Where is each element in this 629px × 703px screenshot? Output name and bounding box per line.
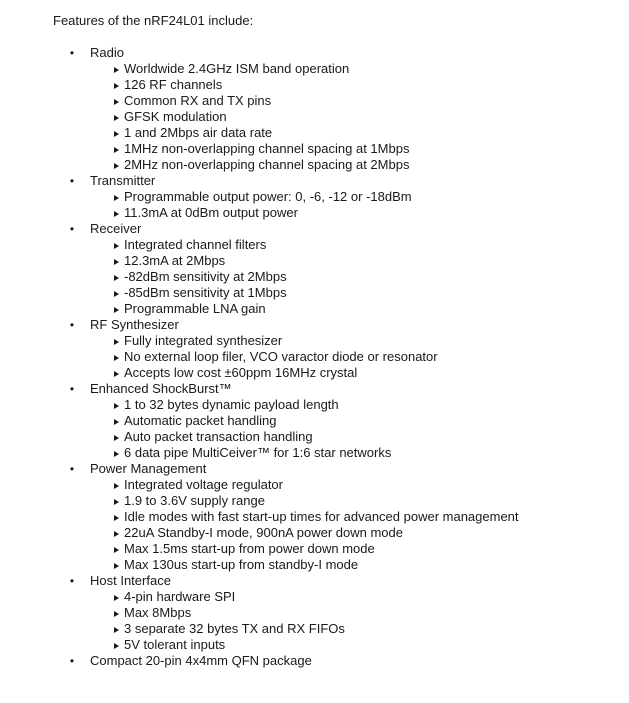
arrow-bullet-icon: [114, 403, 119, 409]
feature-item: [0, 205, 629, 221]
arrow-bullet-icon: [114, 531, 119, 537]
feature-item: [0, 141, 629, 157]
bullet-icon: •: [69, 46, 75, 60]
feature-group-label: Radio: [90, 45, 124, 60]
feature-item-label: 3 separate 32 bytes TX and RX FIFOs: [124, 621, 345, 636]
feature-group: [0, 45, 629, 61]
feature-item-label: Accepts low cost ±60ppm 16MHz crystal: [124, 365, 358, 380]
arrow-bullet-icon: [114, 451, 119, 457]
feature-item-label: No external loop filer, VCO varactor diode or resonator: [124, 349, 438, 364]
arrow-bullet-icon: [114, 291, 119, 297]
feature-item: [0, 429, 629, 445]
feature-item: [0, 525, 629, 541]
arrow-bullet-icon: [114, 275, 119, 281]
feature-item-label: 11.3mA at 0dBm output power: [124, 205, 298, 220]
feature-item-label: 5V tolerant inputs: [124, 637, 226, 652]
feature-item: [0, 61, 629, 77]
arrow-bullet-icon: [114, 355, 119, 361]
bullet-icon: •: [69, 574, 75, 588]
feature-item: [0, 285, 629, 301]
feature-item-label: Fully integrated synthesizer: [124, 333, 283, 348]
arrow-bullet-icon: [114, 515, 119, 521]
feature-item-label: 1.9 to 3.6V supply range: [124, 493, 265, 508]
arrow-bullet-icon: [114, 435, 119, 441]
feature-item-label: Auto packet transaction handling: [124, 429, 313, 444]
arrow-bullet-icon: [114, 547, 119, 553]
bullet-icon: •: [69, 462, 75, 476]
arrow-bullet-icon: [114, 499, 119, 505]
feature-item-label: Common RX and TX pins: [124, 93, 272, 108]
feature-item: [0, 589, 629, 605]
arrow-bullet-icon: [114, 67, 119, 73]
feature-item: [0, 557, 629, 573]
arrow-bullet-icon: [114, 595, 119, 601]
arrow-bullet-icon: [114, 611, 119, 617]
feature-group-label: Transmitter: [90, 173, 156, 188]
feature-item-label: Programmable LNA gain: [124, 301, 266, 316]
feature-item-label: 2MHz non-overlapping channel spacing at 2Mbps: [124, 157, 410, 172]
arrow-bullet-icon: [114, 419, 119, 425]
feature-group-label: Power Management: [90, 461, 207, 476]
arrow-bullet-icon: [114, 211, 119, 217]
feature-item-label: Max 1.5ms start-up from power down mode: [124, 541, 375, 556]
bullet-icon: •: [69, 222, 75, 236]
arrow-bullet-icon: [114, 259, 119, 265]
feature-item-label: Max 8Mbps: [124, 605, 192, 620]
feature-item-label: 12.3mA at 2Mbps: [124, 253, 226, 268]
feature-group: [0, 381, 629, 397]
feature-item: [0, 349, 629, 365]
feature-item: [0, 77, 629, 93]
features-heading: Features of the nRF24L01 include:: [53, 13, 254, 28]
feature-group-label: Host Interface: [90, 573, 171, 588]
feature-item: [0, 637, 629, 653]
feature-item-label: 126 RF channels: [124, 77, 223, 92]
arrow-bullet-icon: [114, 483, 119, 489]
feature-item-label: 1MHz non-overlapping channel spacing at 1Mbps: [124, 141, 410, 156]
arrow-bullet-icon: [114, 643, 119, 649]
feature-item: [0, 621, 629, 637]
feature-item-label: GFSK modulation: [124, 109, 227, 124]
feature-item: [0, 365, 629, 381]
feature-item: [0, 237, 629, 253]
feature-group-label: Compact 20-pin 4x4mm QFN package: [90, 653, 312, 668]
feature-item-label: -82dBm sensitivity at 2Mbps: [124, 269, 287, 284]
feature-group-label: Enhanced ShockBurst™: [90, 381, 232, 396]
bullet-icon: •: [69, 174, 75, 188]
feature-item: [0, 397, 629, 413]
arrow-bullet-icon: [114, 83, 119, 89]
bullet-icon: •: [69, 382, 75, 396]
feature-item-label: 6 data pipe MultiCeiver™ for 1:6 star networks: [124, 445, 392, 460]
feature-group: [0, 173, 629, 189]
feature-item-label: 1 and 2Mbps air data rate: [124, 125, 273, 140]
feature-item: [0, 189, 629, 205]
bullet-icon: •: [69, 654, 75, 668]
feature-item-label: Idle modes with fast start-up times for advanced power management: [124, 509, 519, 524]
feature-item-label: Programmable output power: 0, -6, -12 or -18dBm: [124, 189, 412, 204]
feature-item-label: 4-pin hardware SPI: [124, 589, 236, 604]
feature-item: [0, 333, 629, 349]
feature-item: [0, 605, 629, 621]
feature-item: [0, 493, 629, 509]
feature-item: [0, 93, 629, 109]
feature-group-label: RF Synthesizer: [90, 317, 179, 332]
feature-item-label: Worldwide 2.4GHz ISM band operation: [124, 61, 350, 76]
feature-group: [0, 317, 629, 333]
feature-item: [0, 477, 629, 493]
arrow-bullet-icon: [114, 195, 119, 201]
feature-item: [0, 157, 629, 173]
feature-group: [0, 221, 629, 237]
feature-item: [0, 445, 629, 461]
feature-item-label: Integrated channel filters: [124, 237, 267, 252]
arrow-bullet-icon: [114, 243, 119, 249]
arrow-bullet-icon: [114, 147, 119, 153]
feature-group: [0, 573, 629, 589]
feature-item: [0, 301, 629, 317]
feature-item-label: Integrated voltage regulator: [124, 477, 283, 492]
feature-group: [0, 461, 629, 477]
arrow-bullet-icon: [114, 99, 119, 105]
feature-item-label: 1 to 32 bytes dynamic payload length: [124, 397, 339, 412]
feature-item: [0, 269, 629, 285]
feature-item-label: 22uA Standby-I mode, 900nA power down mode: [124, 525, 403, 540]
feature-item-label: Max 130us start-up from standby-I mode: [124, 557, 359, 572]
feature-group-label: Receiver: [90, 221, 142, 236]
arrow-bullet-icon: [114, 563, 119, 569]
arrow-bullet-icon: [114, 307, 119, 313]
arrow-bullet-icon: [114, 627, 119, 633]
feature-item: [0, 109, 629, 125]
feature-item: [0, 509, 629, 525]
feature-item: [0, 541, 629, 557]
arrow-bullet-icon: [114, 115, 119, 121]
feature-item-label: Automatic packet handling: [124, 413, 277, 428]
arrow-bullet-icon: [114, 131, 119, 137]
feature-list: [0, 45, 629, 669]
bullet-icon: •: [69, 318, 75, 332]
arrow-bullet-icon: [114, 339, 119, 345]
feature-item: [0, 125, 629, 141]
feature-item: [0, 253, 629, 269]
arrow-bullet-icon: [114, 163, 119, 169]
feature-group: [0, 653, 629, 669]
feature-item-label: -85dBm sensitivity at 1Mbps: [124, 285, 287, 300]
arrow-bullet-icon: [114, 371, 119, 377]
feature-item: [0, 413, 629, 429]
